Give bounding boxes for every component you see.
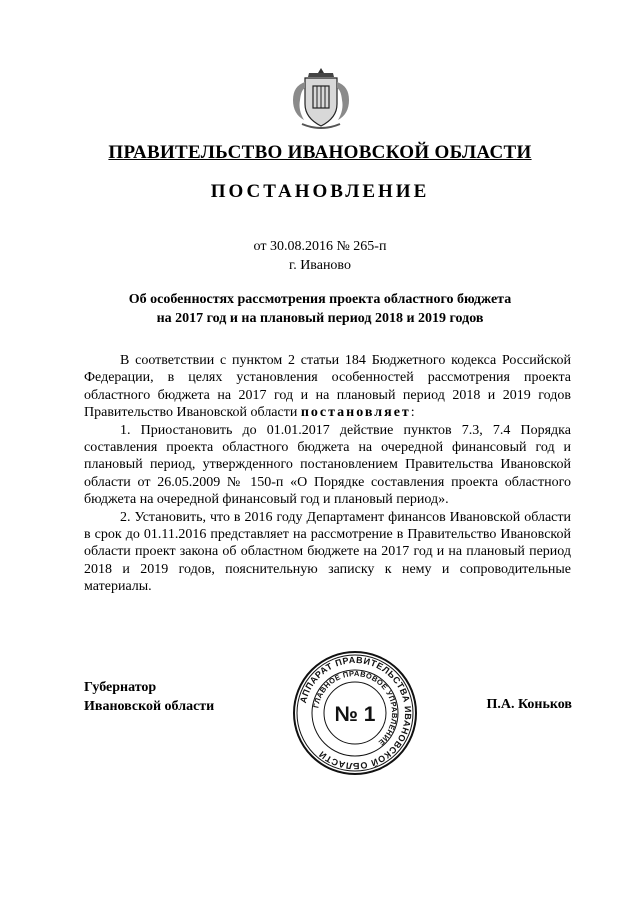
document-subject: [0, 290, 640, 328]
coat-of-arms-icon: [288, 66, 354, 132]
intro-text: В соответствии с пунктом 2 статьи 184 Бюджетного кодекса Российской Федерации, в целях установления особенностей рассмотрения проекта областного бюджета на 2017 год и на плановый период 2018 и 2019 годов Правительство Ивановской области: [84, 353, 571, 421]
subject-line-2: на 2017 год и на плановый период 2018 и 2019 годов: [156, 311, 484, 326]
item-1-paragraph: 1. Приостановить до 01.01.2017 действие пунктов 7.3, 7.4 Порядка составления проекта областного бюджета на очередной финансовый год и плановый период, утвержденного постановлением Правительства Ивановской области от 26.05.2009 № 150-п «О Порядке составления проекта областного бюджета на очередной финансовый год и плановый период».: [84, 422, 571, 508]
city: г. Иваново: [289, 258, 351, 273]
organization-title: ПРАВИТЕЛЬСТВО ИВАНОВСКОЙ ОБЛАСТИ: [108, 142, 532, 163]
position-line-1: Губернатор: [84, 680, 157, 695]
signatory-name: П.А. Коньков: [486, 697, 572, 712]
document-body: [84, 352, 571, 596]
seal-number: № 1: [334, 703, 376, 726]
official-seal-stamp: [292, 650, 418, 776]
item-2-paragraph: 2. Установить, что в 2016 году Департамент финансов Ивановской области в срок до 01.11.2016 представляет на рассмотрение в Правительство Ивановской области проект закона об областном бюджете на 2017 год и на плановый период 2018 и 2019 годов, пояснительную записку к нему и сопроводительные материалы.: [84, 509, 571, 595]
intro-end: :: [410, 405, 415, 421]
document-meta: [0, 237, 640, 275]
document-type-title: ПОСТАНОВЛЕНИЕ: [210, 181, 430, 202]
position-line-2: Ивановской области: [84, 699, 215, 714]
intro-paragraph: [84, 352, 571, 422]
seal-inner-text: ГЛАВНОЕ ПРАВОВОЕ УПРАВЛЕНИЕ: [311, 668, 400, 748]
subject-line-1: Об особенностях рассмотрения проекта областного бюджета: [128, 292, 512, 307]
seal-outer-text: АППАРАТ ПРАВИТЕЛЬСТВА ИВАНОВСКОЙ ОБЛАСТИ: [298, 654, 414, 772]
signatory-position: [84, 678, 214, 716]
intro-emphasis: постановляет: [300, 405, 411, 421]
date-number: от 30.08.2016 № 265-п: [253, 239, 387, 254]
